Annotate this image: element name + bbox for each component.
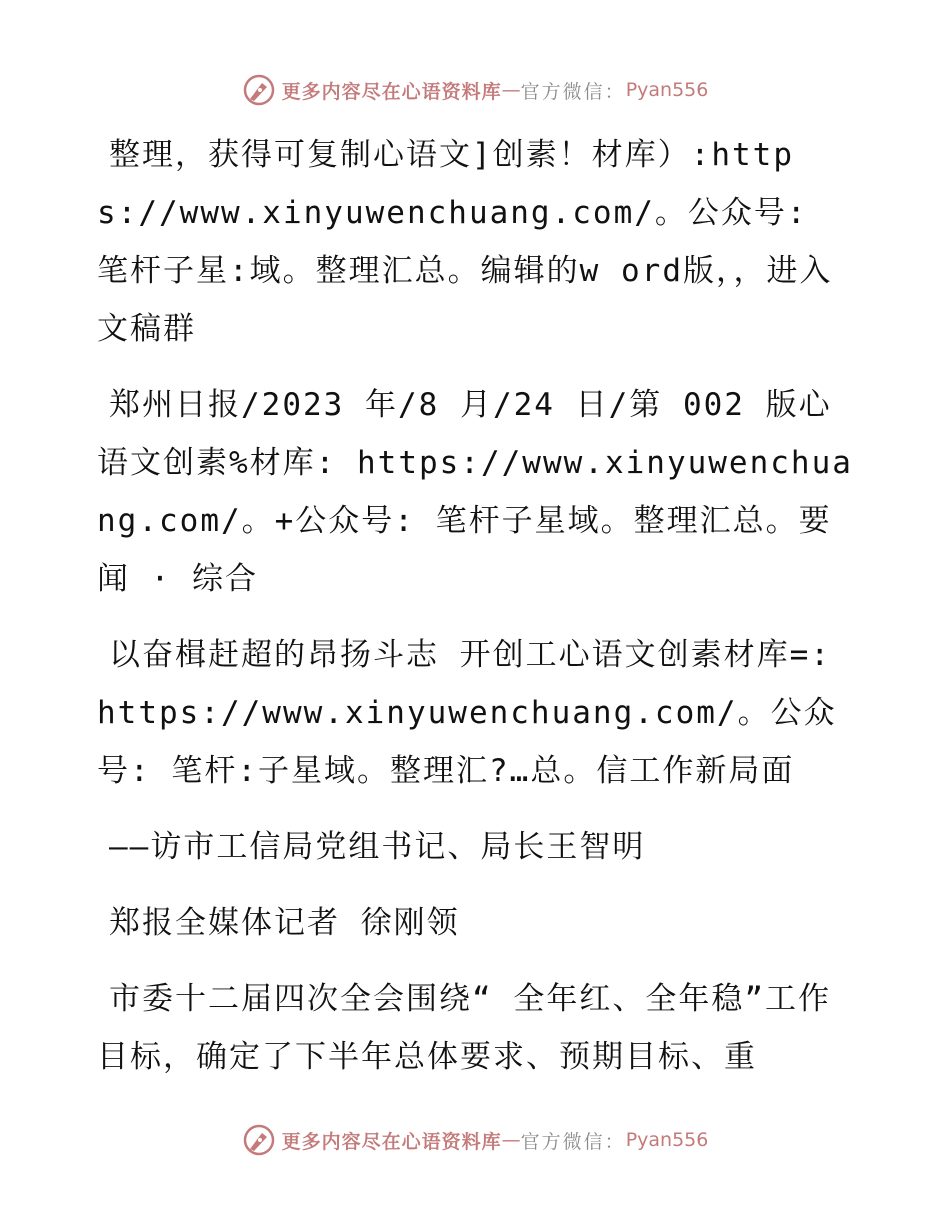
paragraph-text: 整理，获得可复制心语文]创素！材库）:https://www.xinyuwenchuang.com/。公众号: 笔杆子星:域。整理汇总。编辑的w ord版，，进入文稿群: [97, 137, 833, 347]
paragraph-text: 郑州日报/2023 年/8 月/24 日/第 002 版心语文创素%材库: https://www.xinyuwenchuang.com/。+公众号: 笔杆子星域。整理汇总。要闻 · 综合: [97, 387, 853, 597]
paragraph: [97, 894, 857, 952]
paragraph: [97, 626, 857, 800]
paragraph: [97, 970, 857, 1086]
header-watermark: [0, 70, 950, 110]
paragraph: [97, 376, 857, 608]
paragraph-text: 市委十二届四次全会围绕“ 全年红、全年稳”工作目标，确定了下半年总体要求、预期目标、重: [97, 981, 831, 1075]
watermark-main-text: 更多内容尽在心语资料库: [281, 1130, 502, 1153]
footer-watermark: [0, 1120, 950, 1160]
paragraph-text: ——访市工信局党组书记、局长王智明: [109, 829, 646, 865]
document-body: [97, 126, 857, 1104]
watermark-separator: —: [501, 1129, 521, 1151]
watermark-wechat-id: Pyan556: [625, 1129, 709, 1151]
paragraph-text: 郑报全媒体记者 徐刚领: [109, 905, 460, 941]
paragraph: [97, 818, 857, 876]
watermark-side-text: 官方微信：: [520, 1130, 626, 1153]
watermark-side-text: 官方微信：: [520, 80, 626, 103]
paragraph: [97, 126, 857, 358]
watermark-wechat-id: Pyan556: [625, 79, 709, 101]
watermark-main-text: 更多内容尽在心语资料库: [281, 80, 502, 103]
watermark-separator: —: [501, 79, 521, 101]
pen-nib-logo-icon: [242, 1123, 276, 1157]
pen-nib-logo-icon: [242, 73, 276, 107]
paragraph-text: 以奋楫赶超的昂扬斗志 开创工心语文创素材库=: https://www.xinyuwenchuang.com/。公众号: 笔杆:子星域。整理汇?…总。信工作新局面: [97, 637, 837, 789]
